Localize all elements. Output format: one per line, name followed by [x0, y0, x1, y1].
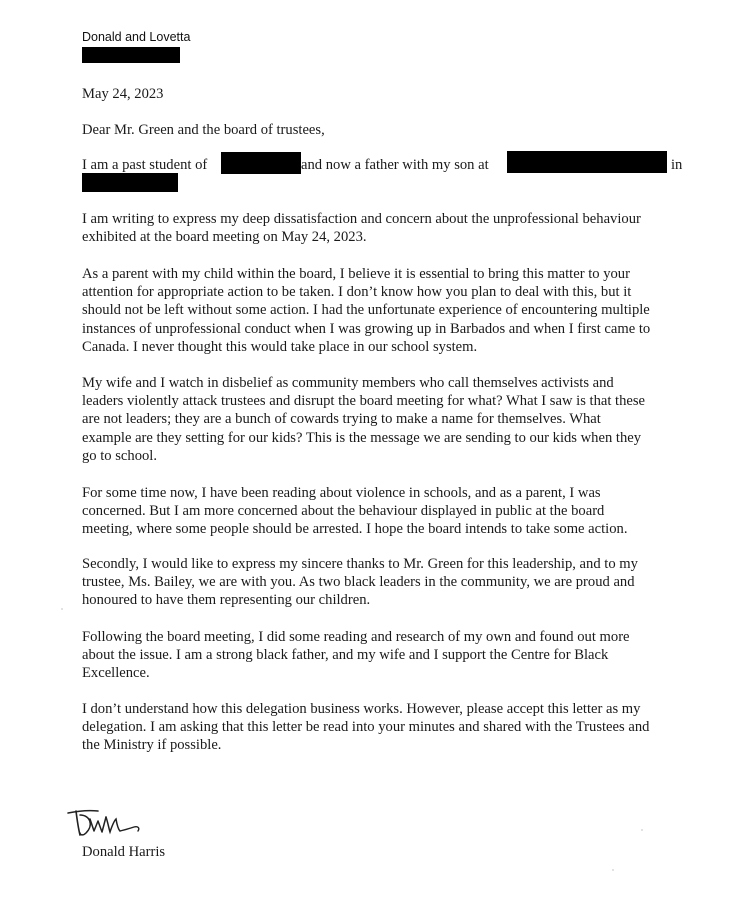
redacted-sender-address — [82, 47, 180, 63]
paragraph-violence: For some time now, I have been reading about violence in schools, and as a parent, I was concerned. But I am more concerned about the behaviour displayed in public at the board meeting, where some people should be arrested. I hope the board intends to take some action. — [82, 485, 628, 538]
redacted-school-name — [221, 152, 301, 174]
paragraph-delegation: I don’t understand how this delegation business works. However, please accept this letter as my delegation. I am asking that this letter be read into your minutes and shared with the Trustees and the Ministry if possible. — [82, 701, 650, 754]
paragraph-thanks: Secondly, I would like to express my sincere thanks to Mr. Green for this leadership, and to my trustee, Ms. Bailey, we are with you. As two black leaders in the community, we are proud and honoured to have them representing our children. — [82, 556, 638, 609]
letter-date: May 24, 2023 — [82, 86, 164, 102]
sender-name: Donald and Lovetta — [82, 30, 191, 44]
intro-text-part-2: and now a father with my son at — [301, 157, 489, 173]
redacted-location — [82, 173, 178, 192]
signer-name: Donald Harris — [82, 844, 166, 860]
redacted-son-school — [507, 151, 667, 173]
salutation: Dear Mr. Green and the board of trustees, — [82, 122, 325, 138]
paragraph-parent-view: As a parent with my child within the board, I believe it is essential to bring this matter to your attention for appropriate action to be taken. I don’t know how you plan to deal with this, but it should not be left without some action. I had the unfortunate experience of encountering multiple instances of unprofessional conduct when I was growing up in Barbados and when I first came to Canada. I never thought this would take place in our school system. — [82, 266, 651, 355]
paragraph-disbelief: My wife and I watch in disbelief as community members who call themselves activists and leaders violently attack trustees and disrupt the board meeting for what? What I saw is that these are not leaders; they are a bunch of cowards trying to make a name for themselves. What example are they setting for our kids? This is the message we are sending to our kids when they go to school. — [82, 375, 646, 464]
paragraph-concern: I am writing to express my deep dissatisfaction and concern about the unprofessional behaviour exhibited at the board meeting on May 24, 2023. — [82, 211, 641, 246]
scan-speck — [612, 869, 614, 871]
handwritten-signature — [64, 805, 144, 841]
scan-speck — [61, 608, 63, 610]
scan-speck — [641, 829, 643, 831]
intro-text-part-1: I am a past student of — [82, 157, 208, 173]
paragraph-research: Following the board meeting, I did some reading and research of my own and found out more about the issue. I am a strong black father, and my wife and I support the Centre for Black Excellence. — [82, 629, 630, 682]
intro-text-part-3: in — [671, 157, 683, 173]
